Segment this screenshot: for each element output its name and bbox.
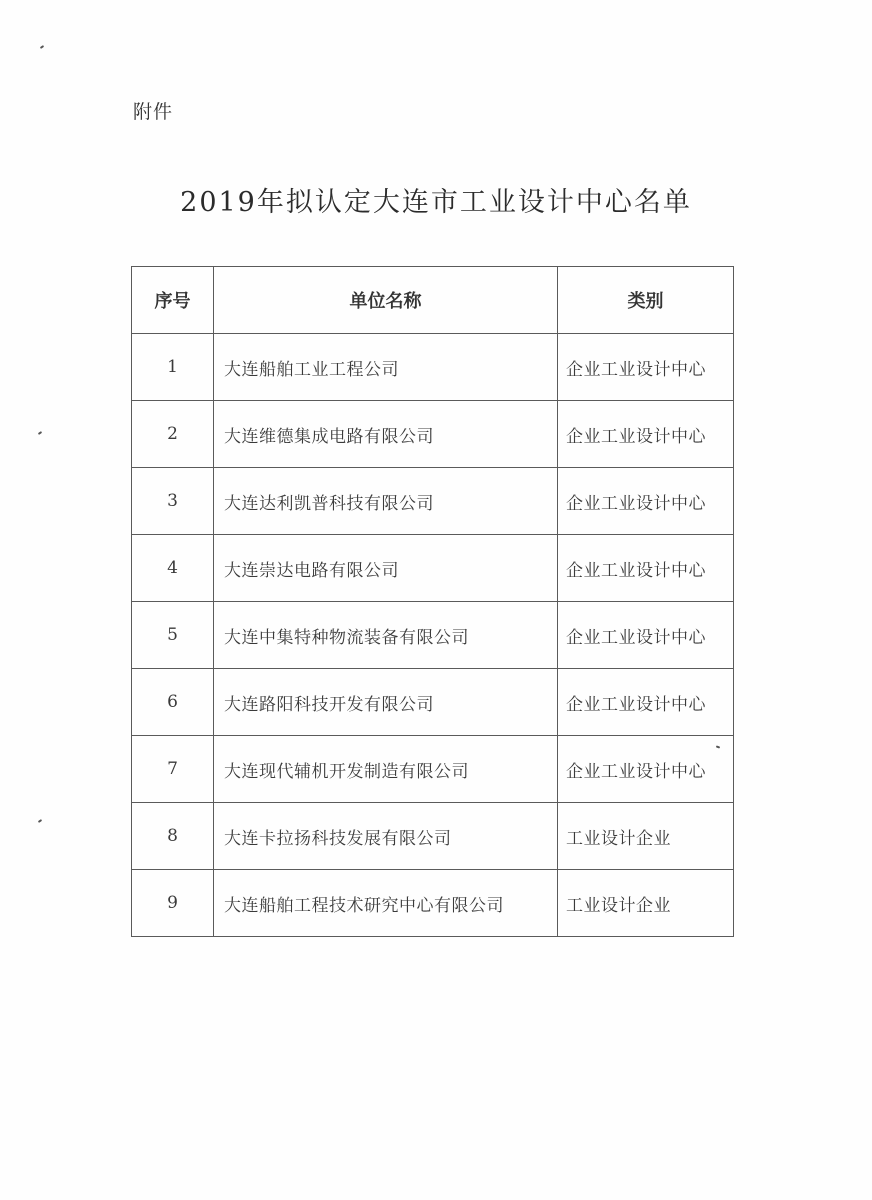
- document-title: 2019年拟认定大连市工业设计中心名单: [180, 187, 692, 218]
- table-row: [132, 803, 734, 870]
- row-seq: 5: [132, 602, 214, 669]
- row-name: 大连卡拉扬科技发展有限公司: [214, 803, 558, 870]
- row-name: 大连中集特种物流装备有限公司: [214, 602, 558, 669]
- row-seq: 3: [132, 468, 214, 535]
- row-seq: 9: [132, 870, 214, 937]
- table-row: [132, 602, 734, 669]
- row-name: 大连现代辅机开发制造有限公司: [214, 736, 558, 803]
- table-row: [132, 870, 734, 937]
- row-name: 大连维德集成电路有限公司: [214, 401, 558, 468]
- row-category: 工业设计企业: [558, 803, 734, 870]
- row-name: 大连船舶工程技术研究中心有限公司: [214, 870, 558, 937]
- row-seq: 7: [132, 736, 214, 803]
- row-category: 企业工业设计中心: [558, 535, 734, 602]
- row-category: 企业工业设计中心: [558, 602, 734, 669]
- table-row: [132, 334, 734, 401]
- row-category: 企业工业设计中心: [558, 736, 734, 803]
- table-row: [132, 736, 734, 803]
- roster-table: [131, 266, 734, 937]
- row-category: 企业工业设计中心: [558, 334, 734, 401]
- row-seq: 1: [132, 334, 214, 401]
- scan-speck: [38, 431, 42, 435]
- scan-speck: [38, 819, 42, 823]
- row-seq: 4: [132, 535, 214, 602]
- row-seq: 6: [132, 669, 214, 736]
- attachment-label: 附件: [133, 101, 174, 123]
- row-name: 大连达利凯普科技有限公司: [214, 468, 558, 535]
- table-row: [132, 401, 734, 468]
- table-header-row: [132, 267, 734, 334]
- header-category: 类别: [558, 267, 734, 334]
- row-name: 大连船舶工业工程公司: [214, 334, 558, 401]
- header-seq: 序号: [132, 267, 214, 334]
- row-category: 企业工业设计中心: [558, 401, 734, 468]
- table-row: [132, 669, 734, 736]
- row-name: 大连路阳科技开发有限公司: [214, 669, 558, 736]
- scan-speck: [40, 45, 44, 49]
- row-name: 大连崇达电路有限公司: [214, 535, 558, 602]
- row-category: 工业设计企业: [558, 870, 734, 937]
- row-category: 企业工业设计中心: [558, 468, 734, 535]
- table-row: [132, 535, 734, 602]
- row-category: 企业工业设计中心: [558, 669, 734, 736]
- row-seq: 8: [132, 803, 214, 870]
- header-name: 单位名称: [214, 267, 558, 334]
- table-row: [132, 468, 734, 535]
- row-seq: 2: [132, 401, 214, 468]
